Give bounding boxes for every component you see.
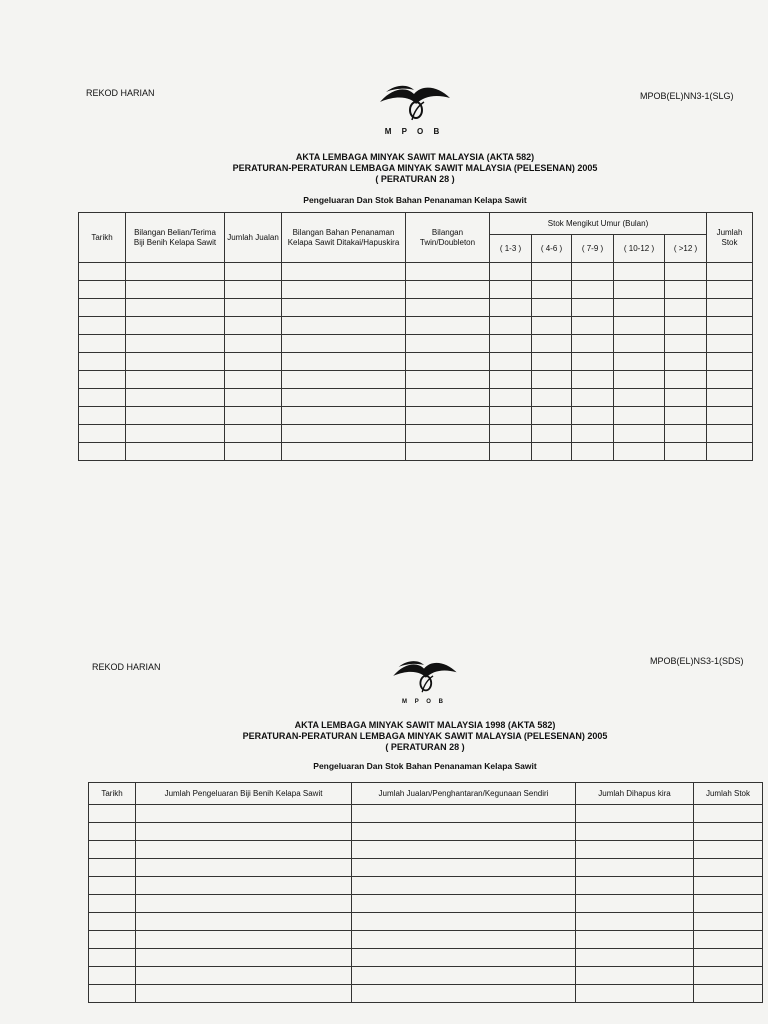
table-cell[interactable] bbox=[126, 299, 225, 317]
form1-header-bilangan-bahan: Bilangan Bahan Penanaman Kelapa Sawit Ditakai/Hapuskira bbox=[282, 213, 406, 263]
table-cell[interactable] bbox=[225, 425, 282, 443]
form2-header-jumlah-dihapus: Jumlah Dihapus kira bbox=[576, 783, 694, 805]
table-cell[interactable] bbox=[490, 263, 532, 281]
table-cell[interactable] bbox=[576, 985, 694, 1003]
table-cell[interactable] bbox=[89, 859, 136, 877]
table-row bbox=[79, 263, 753, 281]
table-cell[interactable] bbox=[576, 877, 694, 895]
table-cell[interactable] bbox=[694, 967, 763, 985]
table-cell[interactable] bbox=[572, 263, 614, 281]
table-cell[interactable] bbox=[490, 299, 532, 317]
table-cell[interactable] bbox=[282, 425, 406, 443]
table-cell[interactable] bbox=[572, 281, 614, 299]
table-cell[interactable] bbox=[707, 425, 753, 443]
form1-act-title: AKTA LEMBAGA MINYAK SAWIT MALAYSIA (AKTA 582) bbox=[295, 152, 535, 162]
table-row bbox=[79, 407, 753, 425]
table-cell[interactable] bbox=[79, 299, 126, 317]
table-cell[interactable] bbox=[614, 371, 665, 389]
form2-form-code: MPOB(EL)NS3-1(SDS) bbox=[650, 656, 744, 666]
table-cell[interactable] bbox=[126, 443, 225, 461]
form2-table-body bbox=[89, 805, 763, 1003]
table-cell[interactable] bbox=[707, 317, 753, 335]
table-row bbox=[79, 425, 753, 443]
table-cell[interactable] bbox=[136, 823, 352, 841]
table-cell[interactable] bbox=[694, 985, 763, 1003]
table-cell[interactable] bbox=[126, 371, 225, 389]
table-row bbox=[79, 299, 753, 317]
table-cell[interactable] bbox=[406, 335, 490, 353]
table-cell[interactable] bbox=[126, 389, 225, 407]
table-cell[interactable] bbox=[89, 805, 136, 823]
form2-rule-title: ( PERATURAN 28 ) bbox=[385, 742, 465, 752]
form2-table bbox=[88, 782, 763, 1003]
table-cell[interactable] bbox=[572, 407, 614, 425]
table-cell[interactable] bbox=[352, 877, 576, 895]
table-cell[interactable] bbox=[707, 389, 753, 407]
table-cell[interactable] bbox=[532, 389, 572, 407]
table-cell[interactable] bbox=[79, 407, 126, 425]
table-cell[interactable] bbox=[694, 877, 763, 895]
table-cell[interactable] bbox=[406, 389, 490, 407]
table-cell[interactable] bbox=[352, 841, 576, 859]
table-cell[interactable] bbox=[576, 895, 694, 913]
table-cell[interactable] bbox=[532, 425, 572, 443]
table-cell[interactable] bbox=[532, 407, 572, 425]
table-row bbox=[89, 949, 763, 967]
table-cell[interactable] bbox=[136, 877, 352, 895]
form1-heading bbox=[180, 152, 650, 185]
table-cell[interactable] bbox=[282, 353, 406, 371]
table-cell[interactable] bbox=[572, 443, 614, 461]
table-row bbox=[79, 443, 753, 461]
form1-header-age-1-3: ( 1-3 ) bbox=[490, 235, 532, 263]
table-cell[interactable] bbox=[79, 353, 126, 371]
table-cell[interactable] bbox=[490, 371, 532, 389]
table-cell[interactable] bbox=[665, 353, 707, 371]
table-cell[interactable] bbox=[225, 353, 282, 371]
table-cell[interactable] bbox=[694, 859, 763, 877]
form1-header-bilangan-belian: Bilangan Belian/Terima Biji Benih Kelapa Sawit bbox=[126, 213, 225, 263]
form2-header-tarikh: Tarikh bbox=[89, 783, 136, 805]
form2-mpob-logo bbox=[386, 656, 462, 705]
table-cell[interactable] bbox=[490, 335, 532, 353]
table-cell[interactable] bbox=[532, 335, 572, 353]
table-cell[interactable] bbox=[89, 985, 136, 1003]
table-cell[interactable] bbox=[532, 263, 572, 281]
form1-header-stok-umur: Stok Mengikut Umur (Bulan) bbox=[490, 213, 707, 235]
table-cell[interactable] bbox=[406, 353, 490, 371]
form1-header-jumlah-stok: Jumlah Stok bbox=[707, 213, 753, 263]
table-cell[interactable] bbox=[614, 407, 665, 425]
table-cell[interactable] bbox=[665, 281, 707, 299]
form1-subtitle: Pengeluaran Dan Stok Bahan Penanaman Kelapa Sawit bbox=[303, 195, 527, 205]
table-cell[interactable] bbox=[352, 931, 576, 949]
table-cell[interactable] bbox=[665, 443, 707, 461]
form2-header-jumlah-pengeluaran: Jumlah Pengeluaran Biji Benih Kelapa Sawit bbox=[136, 783, 352, 805]
form1-record-label: REKOD HARIAN bbox=[86, 88, 155, 98]
table-cell[interactable] bbox=[352, 949, 576, 967]
table-cell[interactable] bbox=[126, 263, 225, 281]
table-cell[interactable] bbox=[532, 299, 572, 317]
table-cell[interactable] bbox=[136, 949, 352, 967]
table-cell[interactable] bbox=[126, 281, 225, 299]
form2-header-jumlah-jualan: Jumlah Jualan/Penghantaran/Kegunaan Sendiri bbox=[352, 783, 576, 805]
table-cell[interactable] bbox=[136, 967, 352, 985]
form1-rule-title: ( PERATURAN 28 ) bbox=[375, 174, 455, 184]
table-cell[interactable] bbox=[89, 913, 136, 931]
table-cell[interactable] bbox=[614, 443, 665, 461]
table-cell[interactable] bbox=[225, 317, 282, 335]
table-cell[interactable] bbox=[614, 317, 665, 335]
table-cell[interactable] bbox=[576, 823, 694, 841]
table-row bbox=[89, 877, 763, 895]
table-cell[interactable] bbox=[576, 841, 694, 859]
table-cell[interactable] bbox=[490, 353, 532, 371]
table-cell[interactable] bbox=[225, 281, 282, 299]
table-cell[interactable] bbox=[490, 425, 532, 443]
table-cell[interactable] bbox=[79, 263, 126, 281]
table-cell[interactable] bbox=[572, 317, 614, 335]
table-cell[interactable] bbox=[665, 389, 707, 407]
table-cell[interactable] bbox=[576, 949, 694, 967]
table-cell[interactable] bbox=[707, 443, 753, 461]
table-row bbox=[89, 985, 763, 1003]
table-cell[interactable] bbox=[282, 389, 406, 407]
table-cell[interactable] bbox=[614, 281, 665, 299]
form1-header-age-4-6: ( 4-6 ) bbox=[532, 235, 572, 263]
form1-table-body bbox=[79, 263, 753, 461]
table-cell[interactable] bbox=[352, 967, 576, 985]
table-row bbox=[89, 967, 763, 985]
table-cell[interactable] bbox=[707, 353, 753, 371]
table-cell[interactable] bbox=[225, 443, 282, 461]
table-cell[interactable] bbox=[136, 805, 352, 823]
form2-record-label: REKOD HARIAN bbox=[92, 662, 161, 672]
form2-logo-text: M P O B bbox=[402, 699, 446, 705]
form1-form-code: MPOB(EL)NN3-1(SLG) bbox=[640, 91, 734, 101]
table-cell[interactable] bbox=[707, 281, 753, 299]
table-cell[interactable] bbox=[665, 425, 707, 443]
table-cell[interactable] bbox=[665, 407, 707, 425]
table-cell[interactable] bbox=[532, 353, 572, 371]
table-cell[interactable] bbox=[89, 967, 136, 985]
table-cell[interactable] bbox=[79, 443, 126, 461]
table-cell[interactable] bbox=[614, 263, 665, 281]
table-cell[interactable] bbox=[576, 967, 694, 985]
table-cell[interactable] bbox=[406, 263, 490, 281]
palm-logo-icon bbox=[372, 80, 456, 122]
table-row bbox=[89, 895, 763, 913]
table-cell[interactable] bbox=[532, 371, 572, 389]
table-cell[interactable] bbox=[406, 281, 490, 299]
table-cell[interactable] bbox=[572, 299, 614, 317]
table-cell[interactable] bbox=[406, 407, 490, 425]
table-cell[interactable] bbox=[126, 317, 225, 335]
table-cell[interactable] bbox=[136, 859, 352, 877]
table-cell[interactable] bbox=[532, 317, 572, 335]
table-cell[interactable] bbox=[89, 895, 136, 913]
table-cell[interactable] bbox=[406, 299, 490, 317]
table-cell[interactable] bbox=[282, 335, 406, 353]
table-row bbox=[89, 913, 763, 931]
form2-subtitle: Pengeluaran Dan Stok Bahan Penanaman Kelapa Sawit bbox=[313, 761, 537, 771]
table-row bbox=[79, 317, 753, 335]
table-cell[interactable] bbox=[694, 931, 763, 949]
table-cell[interactable] bbox=[572, 353, 614, 371]
table-row bbox=[89, 859, 763, 877]
table-cell[interactable] bbox=[694, 913, 763, 931]
table-cell[interactable] bbox=[665, 335, 707, 353]
table-cell[interactable] bbox=[665, 263, 707, 281]
form2-regulations-title: PERATURAN-PERATURAN LEMBAGA MINYAK SAWIT MALAYSIA (PELESENAN) 2005 bbox=[242, 731, 608, 741]
table-cell[interactable] bbox=[694, 823, 763, 841]
form2-header-jumlah-stok: Jumlah Stok bbox=[694, 783, 763, 805]
table-row bbox=[79, 389, 753, 407]
table-cell[interactable] bbox=[406, 443, 490, 461]
table-cell[interactable] bbox=[694, 805, 763, 823]
table-cell[interactable] bbox=[225, 371, 282, 389]
table-cell[interactable] bbox=[576, 913, 694, 931]
table-row bbox=[79, 371, 753, 389]
table-cell[interactable] bbox=[352, 859, 576, 877]
table-cell[interactable] bbox=[707, 263, 753, 281]
form2-act-title: AKTA LEMBAGA MINYAK SAWIT MALAYSIA 1998 (AKTA 582) bbox=[294, 720, 556, 730]
table-cell[interactable] bbox=[352, 805, 576, 823]
table-cell[interactable] bbox=[225, 263, 282, 281]
palm-logo-icon bbox=[386, 656, 462, 694]
table-cell[interactable] bbox=[614, 335, 665, 353]
table-cell[interactable] bbox=[126, 353, 225, 371]
table-cell[interactable] bbox=[282, 407, 406, 425]
table-cell[interactable] bbox=[614, 299, 665, 317]
table-cell[interactable] bbox=[225, 389, 282, 407]
form1-header-bilangan-twin: Bilangan Twin/Doubleton bbox=[406, 213, 490, 263]
table-cell[interactable] bbox=[614, 353, 665, 371]
table-cell[interactable] bbox=[79, 281, 126, 299]
table-cell[interactable] bbox=[406, 371, 490, 389]
table-cell[interactable] bbox=[126, 335, 225, 353]
form1-header-jumlah-jualan: Jumlah Jualan bbox=[225, 213, 282, 263]
table-cell[interactable] bbox=[572, 425, 614, 443]
table-cell[interactable] bbox=[707, 299, 753, 317]
table-cell[interactable] bbox=[490, 443, 532, 461]
table-cell[interactable] bbox=[136, 985, 352, 1003]
form1-header-tarikh: Tarikh bbox=[79, 213, 126, 263]
form1-regulations-title: PERATURAN-PERATURAN LEMBAGA MINYAK SAWIT MALAYSIA (PELESENAN) 2005 bbox=[232, 163, 598, 173]
table-cell[interactable] bbox=[79, 425, 126, 443]
form1-header-age-over-12: ( >12 ) bbox=[665, 235, 707, 263]
table-cell[interactable] bbox=[79, 317, 126, 335]
table-cell[interactable] bbox=[490, 281, 532, 299]
table-cell[interactable] bbox=[225, 407, 282, 425]
table-cell[interactable] bbox=[282, 281, 406, 299]
table-cell[interactable] bbox=[352, 895, 576, 913]
table-cell[interactable] bbox=[89, 823, 136, 841]
table-cell[interactable] bbox=[89, 841, 136, 859]
table-cell[interactable] bbox=[707, 371, 753, 389]
table-row bbox=[89, 931, 763, 949]
table-cell[interactable] bbox=[707, 407, 753, 425]
table-cell[interactable] bbox=[282, 443, 406, 461]
table-cell[interactable] bbox=[406, 317, 490, 335]
table-cell[interactable] bbox=[89, 949, 136, 967]
table-cell[interactable] bbox=[490, 407, 532, 425]
table-row bbox=[89, 841, 763, 859]
table-cell[interactable] bbox=[126, 425, 225, 443]
table-cell[interactable] bbox=[136, 931, 352, 949]
table-cell[interactable] bbox=[282, 317, 406, 335]
table-cell[interactable] bbox=[576, 931, 694, 949]
table-cell[interactable] bbox=[707, 335, 753, 353]
table-row bbox=[79, 335, 753, 353]
form1-table bbox=[78, 212, 753, 461]
table-cell[interactable] bbox=[352, 913, 576, 931]
table-cell[interactable] bbox=[352, 823, 576, 841]
table-cell[interactable] bbox=[614, 389, 665, 407]
form1-header-age-7-9: ( 7-9 ) bbox=[572, 235, 614, 263]
table-cell[interactable] bbox=[665, 317, 707, 335]
table-cell[interactable] bbox=[136, 913, 352, 931]
table-cell[interactable] bbox=[282, 299, 406, 317]
table-row bbox=[89, 823, 763, 841]
form1-logo-text: M P O B bbox=[384, 127, 444, 136]
form2-heading bbox=[190, 720, 660, 753]
table-cell[interactable] bbox=[694, 841, 763, 859]
table-cell[interactable] bbox=[532, 281, 572, 299]
table-cell[interactable] bbox=[614, 425, 665, 443]
table-cell[interactable] bbox=[79, 335, 126, 353]
table-cell[interactable] bbox=[576, 859, 694, 877]
table-cell[interactable] bbox=[665, 371, 707, 389]
table-cell[interactable] bbox=[406, 425, 490, 443]
table-cell[interactable] bbox=[89, 877, 136, 895]
table-cell[interactable] bbox=[225, 299, 282, 317]
table-cell[interactable] bbox=[694, 895, 763, 913]
table-cell[interactable] bbox=[79, 389, 126, 407]
form1-mpob-logo bbox=[372, 80, 456, 136]
table-cell[interactable] bbox=[665, 299, 707, 317]
table-cell[interactable] bbox=[694, 949, 763, 967]
table-cell[interactable] bbox=[126, 407, 225, 425]
table-cell[interactable] bbox=[576, 805, 694, 823]
table-cell[interactable] bbox=[572, 389, 614, 407]
table-cell[interactable] bbox=[89, 931, 136, 949]
table-cell[interactable] bbox=[282, 371, 406, 389]
table-cell[interactable] bbox=[532, 443, 572, 461]
table-cell[interactable] bbox=[490, 389, 532, 407]
table-cell[interactable] bbox=[572, 335, 614, 353]
form1-header-age-10-12: ( 10-12 ) bbox=[614, 235, 665, 263]
table-cell[interactable] bbox=[572, 371, 614, 389]
table-cell[interactable] bbox=[352, 985, 576, 1003]
table-cell[interactable] bbox=[79, 371, 126, 389]
table-cell[interactable] bbox=[282, 263, 406, 281]
table-row bbox=[89, 805, 763, 823]
table-cell[interactable] bbox=[136, 841, 352, 859]
table-cell[interactable] bbox=[225, 335, 282, 353]
table-cell[interactable] bbox=[490, 317, 532, 335]
table-cell[interactable] bbox=[136, 895, 352, 913]
table-row bbox=[79, 281, 753, 299]
table-row bbox=[79, 353, 753, 371]
